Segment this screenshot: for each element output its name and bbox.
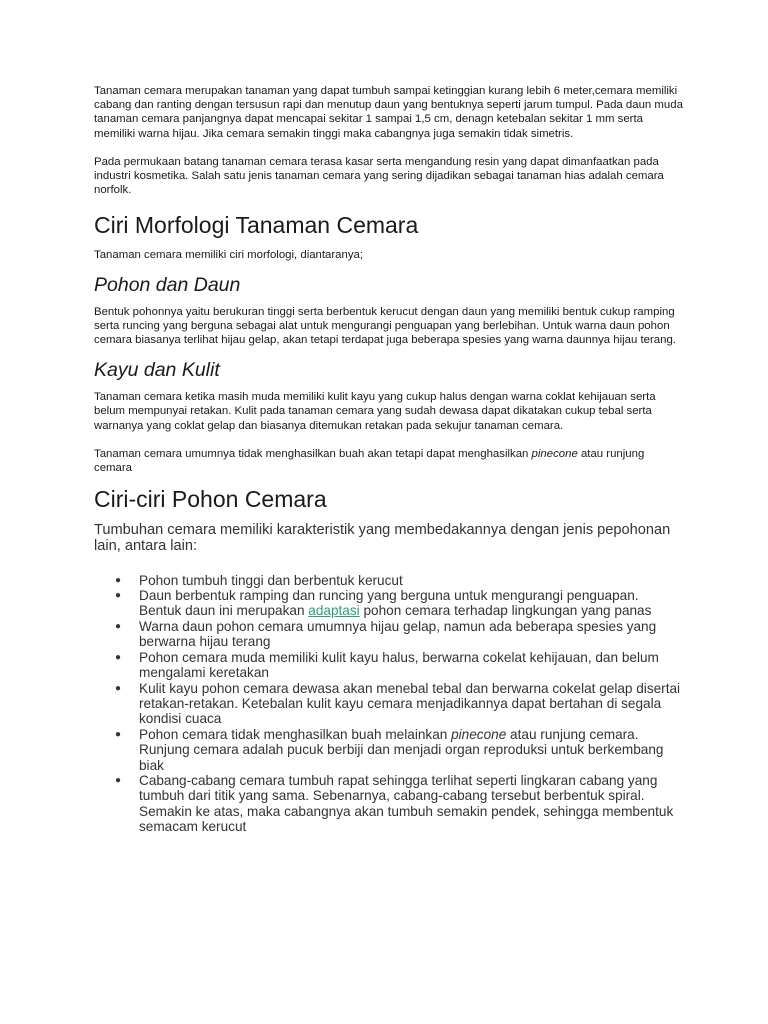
list-item — [94, 619, 684, 650]
intro-paragraph-1: Tanaman cemara merupakan tanaman yang dapat tumbuh sampai ketinggian kurang lebih 6 meter,cemara memiliki cabang dan ranting dengan tersusun rapi dan menutup daun yang bentuknya seperti jarum tumpul. Pada daun muda tanaman cemara panjangnya dapat mencapai sekitar 1 sampai 1,5 cm, denagn ketebalan sekitar 1 mm serta memiliki warna hijau. Jika cemara semakin tinggi maka cabangnya juga semakin tidak simetris. — [94, 85, 683, 140]
list-item — [94, 681, 684, 727]
intro-paragraph-2: Pada permukaan batang tanaman cemara terasa kasar serta mengandung resin yang dapat dimanfaatkan pada industri kosmetika. Salah satu jenis tanaman cemara yang sering dijadikan sebagai tanaman hias adalah cemara norfolk. — [94, 155, 664, 197]
buah-text-after: atau runjung cemara — [94, 447, 645, 475]
bullet-icon: ● — [115, 651, 122, 663]
adaptasi-link[interactable]: adaptasi — [308, 603, 360, 619]
list-item — [94, 773, 684, 835]
bullet-icon: ● — [115, 590, 122, 602]
bullet-icon: ● — [115, 682, 122, 694]
list-item-text-after: atau runjung cemara. Runjung cemara adalah pucuk berbiji dan menjadi organ reproduksi untuk berkembang biak — [139, 726, 664, 773]
bullet-icon: ● — [115, 620, 122, 632]
buah-pinecone-italic: pinecone — [531, 447, 578, 460]
list-item — [94, 727, 684, 773]
list-item-text-before: Daun berbentuk ramping dan runcing yang berguna untuk mengurangi penguapan. Bentuk daun ini merupakan — [139, 588, 639, 619]
morfologi-heading: Ciri Morfologi Tanaman Cemara — [94, 212, 419, 239]
list-item-text-before: Pohon cemara tidak menghasilkan buah melainkan — [139, 726, 452, 742]
buah-text-before: Tanaman cemara umumnya tidak menghasilkan buah akan tetapi dapat menghasilkan — [94, 447, 532, 460]
list-item-text-after: pohon cemara terhadap lingkungan yang panas — [359, 603, 652, 619]
pohon-daun-paragraph: Bentuk pohonnya yaitu berukuran tinggi serta berbentuk kerucut dengan daun yang memiliki bentuk cukup ramping serta runcing yang berguna sebagai alat untuk mengurangi penguapan yang berlebihan. Untuk warna daun pohon cemara biasanya terlihat hijau gelap, akan tetapi terdapat juga beberapa spesies yang warna daunnya hijau terang. — [94, 305, 676, 347]
list-item-text: Cabang-cabang cemara tumbuh rapat sehingga terlihat seperti lingkaran cabang yang tumbuh dari titik yang sama. Sebenarnya, cabang-cabang tersebut berbentuk spiral. Semakin ke atas, maka cabangnya akan tumbuh semakin pendek, sehingga membentuk semacam kerucut — [139, 772, 674, 835]
bullet-icon: ● — [115, 574, 122, 586]
list-item — [94, 573, 684, 588]
pohon-daun-heading: Pohon dan Daun — [94, 273, 241, 296]
ciri-ciri-intro: Tumbuhan cemara memiliki karakteristik yang membedakannya dengan jenis pepohonan lain, antara lain: — [94, 522, 671, 555]
list-item-text: Warna daun pohon cemara umumnya hijau gelap, namun ada beberapa spesies yang berwarna hijau terang — [139, 618, 657, 650]
list-item — [94, 650, 684, 681]
list-item-text: Pohon tumbuh tinggi dan berbentuk kerucut — [139, 572, 403, 588]
buah-paragraph — [94, 447, 684, 475]
bullet-icon: ● — [115, 774, 122, 786]
list-item-text: Kulit kayu pohon cemara dewasa akan menebal tebal dan berwarna cokelat gelap disertai retakan-retakan. Ketebalan kulit kayu cemara menjadikannya dapat bertahan di segala kondisi cuaca — [139, 680, 681, 727]
list-item — [94, 588, 684, 619]
ciri-ciri-list — [94, 573, 684, 835]
kayu-kulit-heading: Kayu dan Kulit — [94, 359, 220, 382]
pinecone-italic: pinecone — [451, 726, 507, 742]
document-page — [94, 84, 684, 835]
bullet-icon: ● — [115, 728, 122, 740]
morfologi-intro: Tanaman cemara memiliki ciri morfologi, diantaranya; — [94, 249, 364, 262]
kayu-kulit-paragraph: Tanaman cemara ketika masih muda memiliki kulit kayu yang cukup halus dengan warna coklat kehijauan serta belum mempunyai retakan. Kulit pada tanaman cemara yang sudah dewasa dapat dikatakan cukup tebal serta warnanya yang coklat gelap dan biasanya ditemukan retakan pada sekujur tanaman cemara. — [94, 391, 656, 432]
list-item-text: Pohon cemara muda memiliki kulit kayu halus, berwarna cokelat kehijauan, dan belum mengalami keretakan — [139, 649, 659, 681]
ciri-ciri-heading: Ciri-ciri Pohon Cemara — [94, 486, 327, 513]
